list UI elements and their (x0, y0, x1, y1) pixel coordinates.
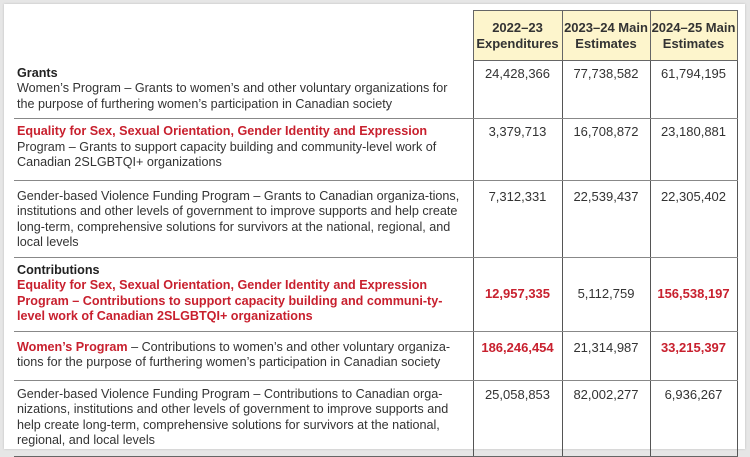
value-2023-24: 21,314,987 (562, 331, 650, 380)
value-2024-25: 61,794,195 (650, 61, 737, 119)
table-row (14, 380, 737, 456)
program-description (14, 119, 473, 181)
value-2022-23: 12,957,335 (473, 257, 562, 331)
header-line1: 2024–25 Main (651, 19, 736, 35)
section-heading-contributions: Contributions (17, 262, 100, 277)
table-row (14, 180, 737, 257)
table-row (14, 119, 737, 181)
value-2022-23: 186,246,454 (473, 331, 562, 380)
value-2023-24: 16,708,872 (562, 119, 650, 181)
table-row (14, 61, 737, 119)
program-description (14, 180, 473, 257)
program-text: Gender-based Violence Funding Program – Grants to Canadian organiza-tions, institutions and other levels of government to improve supports and help create long-term, comprehensive solutions for survivors at the national, regional, and local levels (17, 188, 460, 249)
value-2024-25: 33,215,397 (650, 331, 737, 380)
value-2022-23: 7,312,331 (473, 180, 562, 257)
table-row (14, 331, 737, 380)
program-highlight: Women’s Program (17, 339, 128, 354)
value-2024-25: 23,180,881 (650, 119, 737, 181)
header-line2: Estimates (575, 35, 637, 51)
value-2023-24: 77,738,582 (562, 61, 650, 119)
header-line1: 2023–24 Main (564, 19, 648, 35)
value-2023-24: 82,002,277 (562, 380, 650, 456)
value-2023-24: 5,112,759 (562, 257, 650, 331)
section-heading-grants: Grants (17, 65, 58, 80)
program-description (14, 257, 473, 331)
value-2022-23: 24,428,366 (473, 61, 562, 119)
program-text: – Contributions to women’s and other voluntary organiza-tions for the purpose of furthering women’s participation in Canadian society (17, 339, 451, 369)
document-card (4, 4, 745, 449)
table-row (14, 257, 737, 331)
header-2022-23-expenditures (473, 11, 562, 61)
value-2022-23: 25,058,853 (473, 380, 562, 456)
program-highlight: Equality for Sex, Sexual Orientation, Gender Identity and Expression (17, 124, 428, 138)
value-2024-25: 6,936,267 (650, 380, 737, 456)
value-2022-23: 3,379,713 (473, 119, 562, 181)
value-2024-25: 156,538,197 (650, 257, 737, 331)
program-text: Women’s Program – Grants to women’s and other voluntary organizations for the purpose of furthering women’s participation in Canadian society (17, 81, 448, 111)
header-line2: Expenditures (476, 35, 559, 51)
program-description (14, 61, 473, 119)
program-description (14, 380, 473, 456)
header-2023-24-main-estimates (562, 11, 650, 61)
header-blank-cell (14, 11, 473, 61)
program-text: Program – Grants to support capacity building and community-level work of Canadian 2SLGBTQI+ organizations (17, 139, 437, 169)
header-line1: 2022–23 (492, 19, 543, 35)
funding-table (14, 10, 738, 457)
program-description (14, 331, 473, 380)
value-2024-25: 22,305,402 (650, 180, 737, 257)
value-2023-24: 22,539,437 (562, 180, 650, 257)
program-text: Gender-based Violence Funding Program – Contributions to Canadian orga-nizations, institutions and other levels of government to improve supports and help create long-term, comprehensive solutions for survivors at the national, regional, and local levels (17, 386, 449, 447)
header-2024-25-main-estimates (650, 11, 737, 61)
header-row (14, 11, 737, 61)
header-line2: Estimates (662, 35, 725, 51)
program-highlight: Equality for Sex, Sexual Orientation, Gender Identity and Expression Program – Contributions to support capacity building and communi-ty-level work of Canadian 2SLGBTQI+ organizations (17, 278, 443, 323)
